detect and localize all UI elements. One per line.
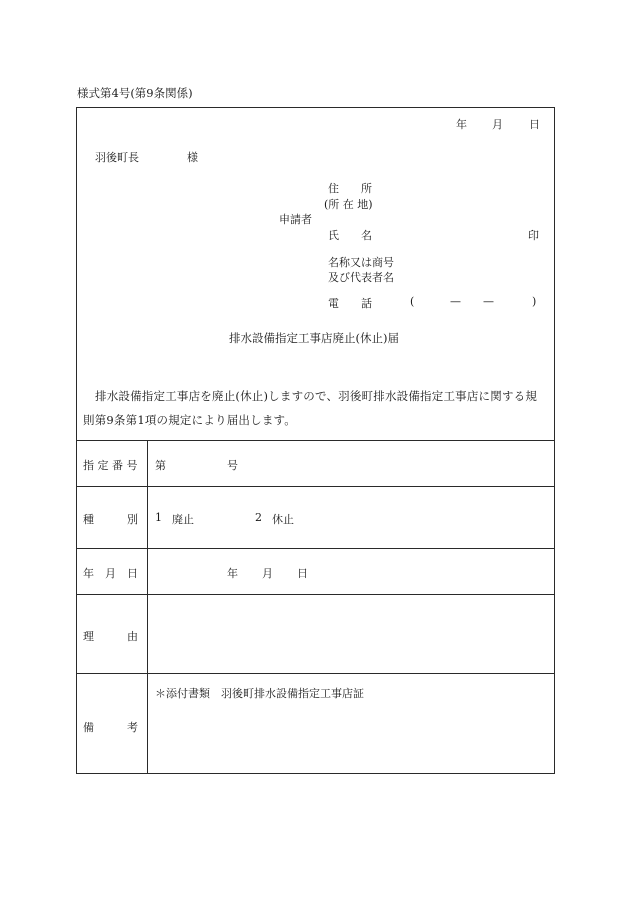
form-style-caption: 様式第4号(第9条関係) bbox=[77, 86, 193, 100]
address-label: 住 所 bbox=[328, 182, 372, 195]
name-label: 氏 名 bbox=[328, 229, 372, 242]
body-text-line1: 排水設備指定工事店を廃止(休止)しますので、羽後町排水設備指定工事店に関する規 bbox=[95, 389, 538, 403]
designation-number-label: 指 定 番 号 bbox=[83, 459, 138, 472]
phone-open-paren: ( bbox=[410, 295, 415, 308]
type-option-1-number: 1 bbox=[155, 511, 162, 524]
phone-close-paren: ) bbox=[532, 295, 537, 308]
header-year-label: 年 bbox=[456, 118, 467, 131]
addressee: 羽後町長 bbox=[95, 151, 139, 164]
date-row-day: 日 bbox=[297, 567, 308, 580]
type-option-2-number: 2 bbox=[255, 511, 262, 524]
body-text-line2: 則第9条第1項の規定により届出します。 bbox=[83, 413, 297, 427]
table-column-divider bbox=[147, 440, 148, 774]
date-row-label: 年 月 日 bbox=[83, 567, 138, 580]
phone-dash-1: — bbox=[450, 295, 461, 308]
attachment-note: ＊添付書類 羽後町排水設備指定工事店証 bbox=[155, 687, 364, 700]
phone-label: 電 話 bbox=[328, 297, 372, 310]
applicant-label: 申請者 bbox=[279, 213, 312, 226]
remarks-label: 備 考 bbox=[83, 721, 138, 734]
company-label-line1: 名称又は商号 bbox=[328, 256, 394, 269]
type-option-1-text: 廃止 bbox=[172, 513, 194, 526]
type-label: 種 別 bbox=[83, 513, 138, 526]
type-option-2-text: 休止 bbox=[272, 513, 294, 526]
header-month-label: 月 bbox=[492, 118, 503, 131]
date-row-year: 年 bbox=[227, 567, 238, 580]
company-label-line2: 及び代表者名 bbox=[328, 271, 394, 284]
header-day-label: 日 bbox=[529, 118, 540, 131]
reason-label: 理 由 bbox=[83, 630, 138, 643]
phone-dash-2: — bbox=[483, 295, 494, 308]
date-row-month: 月 bbox=[262, 567, 273, 580]
address-sublabel: (所 在 地) bbox=[324, 198, 373, 211]
seal-mark: 印 bbox=[528, 229, 539, 242]
form-title: 排水設備指定工事店廃止(休止)届 bbox=[229, 331, 399, 345]
designation-number-suffix: 号 bbox=[227, 459, 238, 472]
designation-number-prefix: 第 bbox=[155, 459, 166, 472]
addressee-honorific: 様 bbox=[187, 151, 198, 164]
